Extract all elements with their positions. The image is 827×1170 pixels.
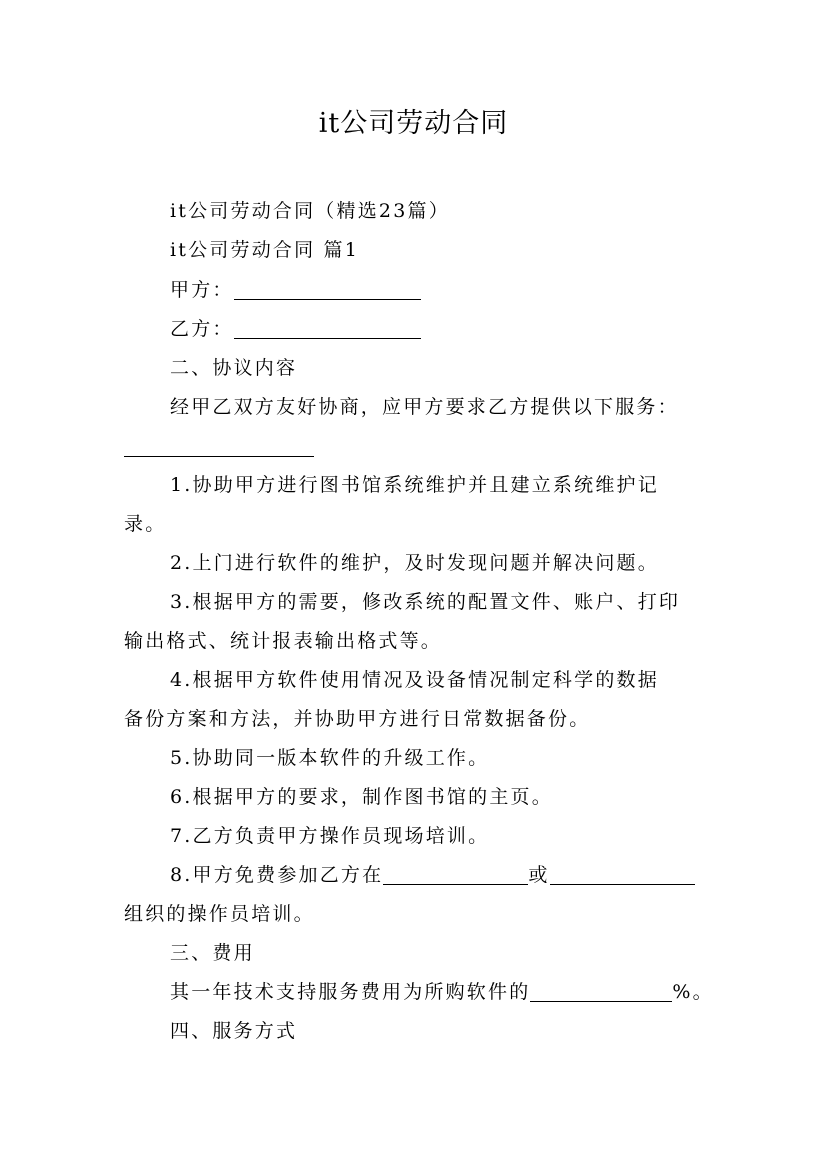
fee-text: %。 [672, 981, 714, 1003]
list-item: 2.上门进行软件的维护，及时发现问题并解决问题。 [170, 552, 659, 574]
services-blank-line [124, 432, 314, 462]
document-title: it公司劳动合同 [318, 108, 509, 139]
paragraph-text: 经甲乙双方友好协商，应甲方要求乙方提供以下服务： [170, 396, 679, 418]
list-item: 7.乙方负责甲方操作员现场培训。 [170, 825, 490, 847]
section-heading: it公司劳动合同 篇1 [170, 239, 360, 261]
list-item: 6.根据甲方的要求，制作图书馆的主页。 [170, 786, 553, 808]
location-blank [383, 883, 528, 885]
location-blank [550, 883, 695, 885]
party-a-label: 甲方： [170, 279, 234, 301]
party-a-blank [234, 298, 421, 300]
party-b-blank [234, 337, 421, 339]
party-a-line [170, 275, 421, 305]
list-item-continued: 组织的操作员培训。 [124, 903, 315, 925]
list-item [170, 860, 695, 890]
list-item: 1.协助甲方进行图书馆系统维护并且建立系统维护记 [170, 474, 659, 496]
list-item-continued: 备份方案和方法，并协助甲方进行日常数据备份。 [124, 708, 591, 730]
party-b-label: 乙方： [170, 318, 234, 340]
fee-text: 其一年技术支持服务费用为所购软件的 [170, 981, 531, 1003]
list-item: 4.根据甲方软件使用情况及设备情况制定科学的数据 [170, 669, 659, 691]
document-subtitle: it公司劳动合同（精选23篇） [170, 200, 450, 222]
section-heading: 二、协议内容 [170, 357, 298, 379]
services-blank [124, 455, 314, 457]
list-item-continued: 输出格式、统计报表输出格式等。 [124, 630, 443, 652]
section-heading: 四、服务方式 [170, 1020, 298, 1042]
list-item: 5.协助同一版本软件的升级工作。 [170, 747, 490, 769]
list-item: 3.根据甲方的需要，修改系统的配置文件、账户、打印 [170, 591, 681, 613]
section-heading: 三、费用 [170, 942, 255, 964]
fee-line [170, 977, 714, 1007]
list-item-continued: 录。 [124, 513, 167, 535]
party-b-line [170, 314, 421, 344]
fee-percent-blank [530, 1000, 672, 1002]
list-item-text: 或 [528, 864, 550, 886]
list-item-text: 8.甲方免费参加乙方在 [170, 864, 384, 886]
